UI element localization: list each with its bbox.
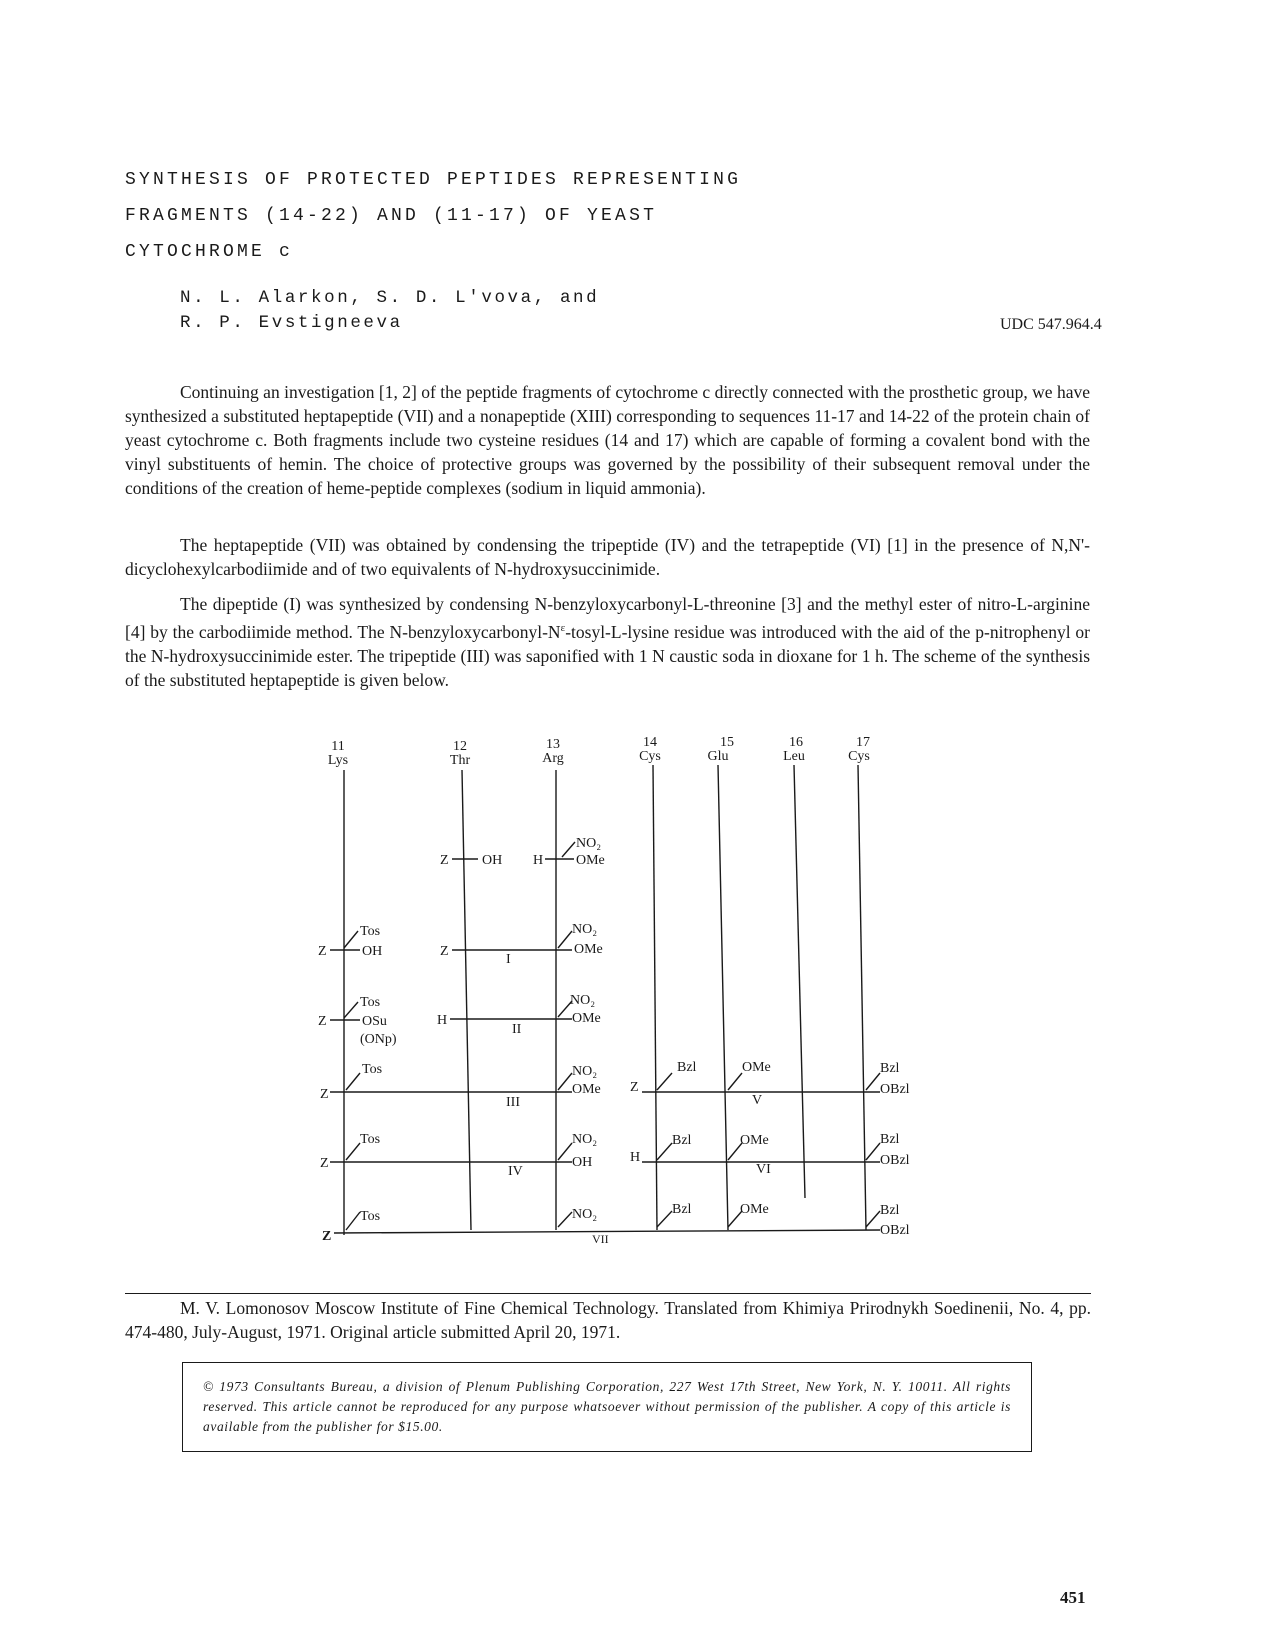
residue-number: 13 [546,737,560,752]
group-label: Z [440,853,449,868]
compound-label: III [506,1095,520,1110]
group-label: NO₂ [572,1132,598,1147]
paragraph-2 [125,533,1090,581]
group-label: OMe [576,853,605,868]
group-label: (ONp) [360,1032,397,1047]
group-label: Z [320,1087,329,1102]
group-label: Z [318,944,327,959]
title-line-3: CYTOCHROME c [125,242,294,262]
residue-name: Leu [783,749,805,764]
group-label: Tos [360,995,381,1010]
epsilon-superscript: ε [560,622,566,634]
group-label: Z [322,1229,332,1244]
udc-code: UDC 547.964.4 [1000,316,1102,333]
group-label: Bzl [672,1133,692,1148]
group-label: H [437,1013,448,1028]
paragraph-3 [125,592,1090,692]
residue-number: 16 [789,735,803,750]
paragraph-3-text-b: -tosyl-L-lysine residue was introduced with the aid of the p-nitrophenyl or the N-hydroxysuccinimide ester. The tripeptide (III) was saponified with 1 N caustic soda in dioxane for 1 h. The scheme of the synthesis of the substituted heptapeptide is given below. [125,621,1090,690]
group-label: Bzl [677,1060,697,1075]
group-label: Z [318,1014,327,1029]
group-label: H [630,1150,641,1165]
group-label: OMe [574,942,603,957]
affiliation [125,1296,1091,1344]
residue-name: Glu [707,749,729,764]
group-label: OMe [742,1060,771,1075]
group-label: Bzl [880,1132,900,1147]
affiliation-text: M. V. Lomonosov Moscow Institute of Fine Chemical Technology. Translated from Khimiya Prirodnykh Soedinenii, No. 4, pp. 474-480, July-August, 1971. Original article submitted April 20, 1971. [125,1298,1091,1342]
group-label: NO₂ [570,993,596,1008]
group-label: NO₂ [576,836,602,851]
residue-number: 14 [643,735,657,750]
group-label: Bzl [880,1061,900,1076]
residue-name: Arg [542,751,564,766]
title-line-1: SYNTHESIS OF PROTECTED PEPTIDES REPRESENTING [125,170,742,190]
copyright-box [182,1362,1032,1452]
compound-label: IV [508,1164,523,1179]
group-label: NO₂ [572,1064,598,1079]
residue-number: 12 [453,739,467,754]
residue-number: 17 [856,735,870,750]
group-label: NO₂ [572,922,598,937]
residue-number: 15 [720,735,734,750]
residue-name: Cys [848,749,870,764]
group-label: Tos [360,924,381,939]
group-label: OH [362,944,383,959]
group-label: OBzl [880,1223,910,1238]
residue-name: Cys [639,749,661,764]
group-label: OBzl [880,1082,910,1097]
group-label: Z [630,1080,639,1095]
group-label: Tos [362,1062,383,1077]
group-label: OMe [572,1082,601,1097]
paragraph-1 [125,380,1090,500]
group-label: Bzl [880,1203,900,1218]
paragraph-2-text: The heptapeptide (VII) was obtained by condensing the tripeptide (IV) and the tetrapeptide (VI) [1] in the presence of N,N'-dicyclohexylcarbodiimide and of two equivalents of N-hydroxysuccinimide. [125,535,1090,579]
group-label: OBzl [880,1153,910,1168]
group-label: OMe [572,1011,601,1026]
paragraph-1-text: Continuing an investigation [1, 2] of the peptide fragments of cytochrome c directly connected with the prosthetic group, we have synthesized a substituted heptapeptide (VII) and a nonapeptide (XIII) corresponding to sequences 11-17 and 14-22 of the protein chain of yeast cytochrome c. Both fragments include two cysteine residues (14 and 17) which are capable of forming a covalent bond with the vinyl substituents of hemin. The choice of protective groups was governed by the possibility of their subsequent removal under the conditions of the creation of heme-peptide complexes (sodium in liquid ammonia). [125,382,1090,498]
group-label: NO₂ [572,1207,598,1222]
compound-label: V [752,1093,763,1108]
residue-name: Lys [327,753,349,768]
group-label: OMe [740,1202,769,1217]
group-label: OH [572,1155,593,1170]
group-label: Tos [360,1132,381,1147]
group-label: Bzl [672,1202,692,1217]
copyright-text: © 1973 Consultants Bureau, a division of Plenum Publishing Corporation, 227 West 17th Street, New York, N. Y. 10011. All rights reserved. This article cannot be reproduced for any purpose whatsoever without permission of the publisher. A copy of this article is available from the publisher for $15.00. [203,1379,1011,1434]
compound-label: I [506,952,511,967]
synthesis-scheme [300,730,940,1250]
residue-name: Thr [449,753,471,768]
title-line-2: FRAGMENTS (14-22) AND (11-17) OF YEAST [125,206,658,226]
footnote-rule [125,1293,1091,1294]
compound-label: II [512,1022,522,1037]
paragraph-3-text-a: The dipeptide (I) was synthesized by condensing N-benzyloxycarbonyl-L-threonine [3] and the methyl ester of nitro-L-arginine [4] by the carbodiimide method. The N-benzyloxycarbonyl-N [125,594,1090,642]
compound-label: VII [592,1232,609,1246]
group-label: OSu [362,1014,387,1029]
group-label: Z [440,944,449,959]
group-label: OH [482,853,503,868]
group-label: Tos [360,1209,381,1224]
group-label: H [533,853,544,868]
authors-line-1: N. L. Alarkon, S. D. L'vova, and [180,288,600,308]
compound-label: VI [756,1162,771,1177]
authors-line-2: R. P. Evstigneeva [180,313,403,333]
group-label: OMe [740,1133,769,1148]
residue-number: 11 [331,739,345,754]
group-label: Z [320,1156,329,1171]
page-number: 451 [1060,1588,1086,1607]
